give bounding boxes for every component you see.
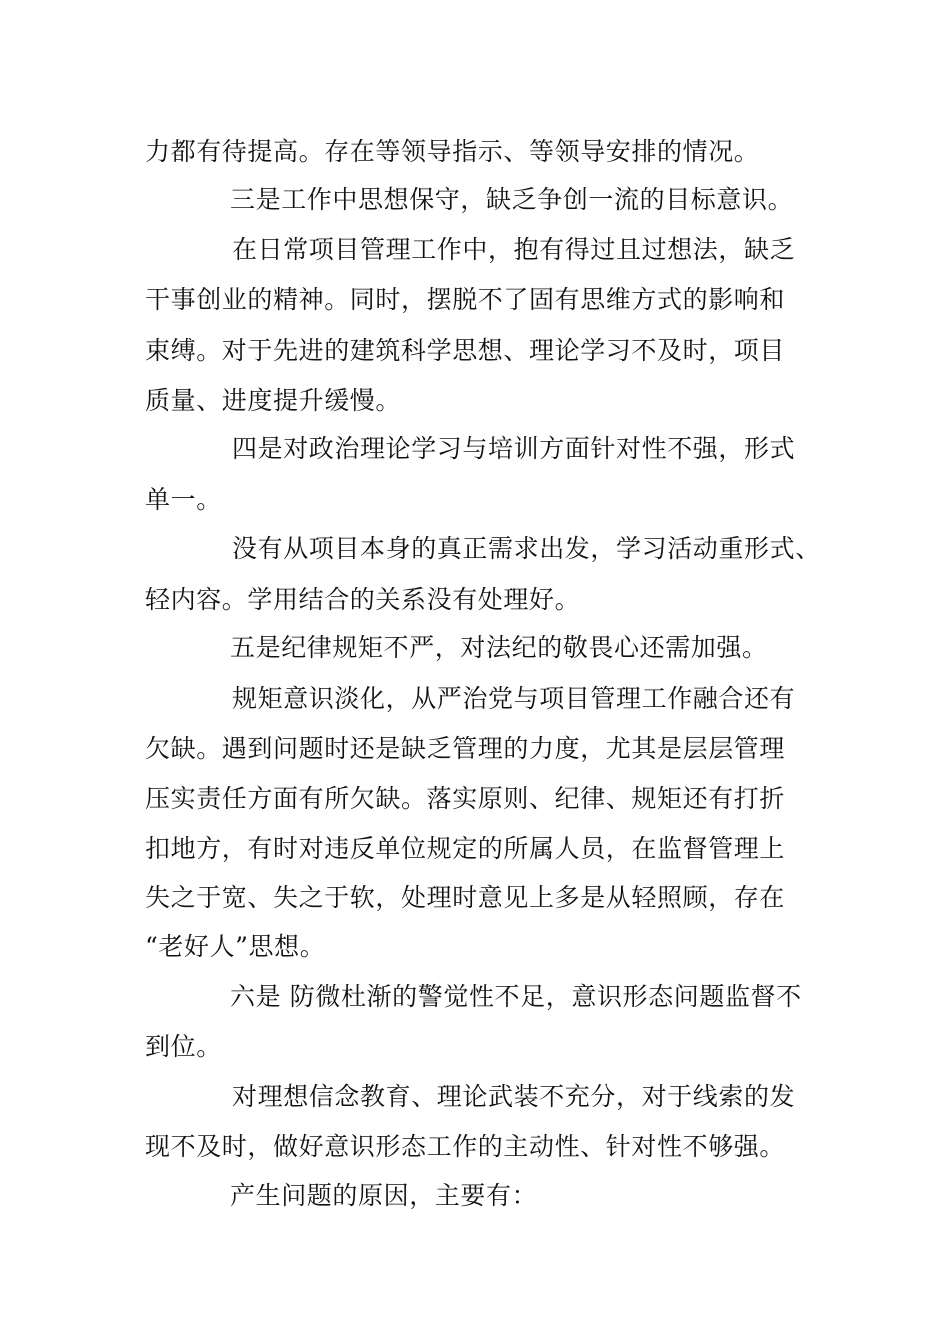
body-text-line: 现不及时，做好意识形态工作的主动性、针对性不够强。 bbox=[145, 1132, 786, 1161]
body-text-line: 到位。 bbox=[145, 1032, 222, 1061]
body-text-line: 压实责任方面有所欠缺。落实原则、纪律、规矩还有打折 bbox=[145, 784, 786, 813]
body-text-line: 没有从项目本身的真正需求出发，学习活动重形式、 bbox=[232, 534, 821, 563]
body-text-line: 质量、进度提升缓慢。 bbox=[145, 386, 402, 415]
body-text-line: 欠缺。遇到问题时还是缺乏管理的力度，尤其是层层管理 bbox=[145, 734, 786, 763]
body-text-line: “老好人”思想。 bbox=[145, 932, 326, 961]
section-heading-causes: 产生问题的原因，主要有： bbox=[230, 1181, 538, 1210]
body-text-line: 失之于宽、失之于软，处理时意见上多是从轻照顾，存在 bbox=[145, 883, 786, 912]
body-text-line: 单一。 bbox=[145, 485, 222, 514]
body-text-line: 束缚。对于先进的建筑科学思想、理论学习不及时，项目 bbox=[145, 336, 786, 365]
section-heading-4: 四是对政治理论学习与培训方面针对性不强，形式 bbox=[232, 434, 796, 463]
body-text-line: 在日常项目管理工作中，抱有得过且过想法，缺乏 bbox=[232, 235, 796, 264]
section-heading-5: 五是纪律规矩不严，对法纪的敬畏心还需加强。 bbox=[230, 633, 768, 662]
body-text-line: 对理想信念教育、理论武装不充分，对于线索的发 bbox=[232, 1082, 796, 1111]
body-text-line: 规矩意识淡化，从严治党与项目管理工作融合还有 bbox=[232, 684, 796, 713]
section-heading-6: 六是 防微杜渐的警觉性不足，意识形态问题监督不 bbox=[230, 982, 802, 1011]
body-text-line: 扣地方，有时对违反单位规定的所属人员，在监督管理上 bbox=[145, 834, 786, 863]
body-text-line: 干事创业的精神。同时，摆脱不了固有思维方式的影响和 bbox=[145, 285, 786, 314]
section-heading-3: 三是工作中思想保守，缺乏争创一流的目标意识。 bbox=[230, 185, 794, 214]
body-text-line: 轻内容。学用结合的关系没有处理好。 bbox=[145, 585, 581, 614]
body-text-line: 力都有待提高。存在等领导指示、等领导安排的情况。 bbox=[145, 137, 760, 166]
